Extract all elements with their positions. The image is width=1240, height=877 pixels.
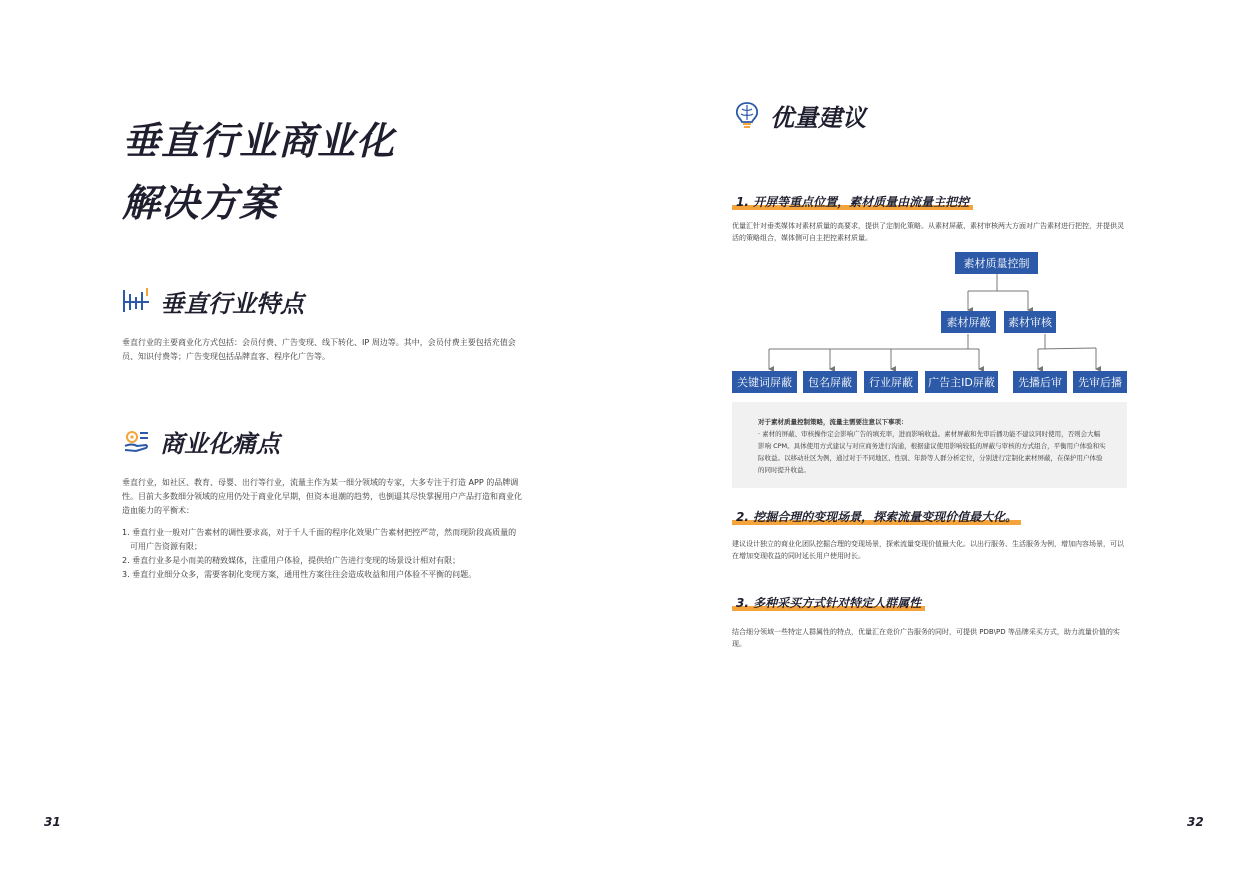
section-heading-suggestions xyxy=(732,100,866,130)
page-number-left: 31 xyxy=(44,815,61,829)
brain-bulb-icon xyxy=(732,100,762,130)
list-item: 3. 垂直行业细分众多，需要客制化变现方案，通用性方案往往会造成收益和用户体验不平衡的问题。 xyxy=(122,570,477,579)
strategy-note-box xyxy=(732,402,1127,488)
flow-node-keyword-block: 关键词屏蔽 xyxy=(732,371,797,393)
hand-coin-icon xyxy=(122,426,152,456)
flow-node-material-block: 素材屏蔽 xyxy=(941,311,996,333)
list-item: 2. 垂直行业多是小而美的精致媒体，注重用户体验，提供给广告进行变现的场景设计相对有限； xyxy=(122,556,461,565)
pain-points-list xyxy=(122,526,522,582)
note-text: · 素材的屏蔽、审核操作定会影响广告的填充率，进而影响收益。素材屏蔽和先审后播功能不建议同时使用，否则会大幅影响 CPM。具体使用方式建议与对应商务进行沟通，根据建议使用影响较低的屏蔽与审核的方式组合，平衡用户体验和实际收益。以移动社区为例，通过对于不同地区、性别、年龄等人群分析定位，分别进行定制化素材屏蔽，在保护用户体验的同时提升收益。 xyxy=(758,430,1106,474)
subheading-2: 2. 挖掘合理的变现场景，探索流量变现价值最大化。 xyxy=(732,509,1021,525)
flow-node-package-block: 包名屏蔽 xyxy=(803,371,857,393)
section2-paragraph: 垂直行业，如社区、教育、母婴、出行等行业，流量主作为某一细分领域的专家，大多专注于打造 APP 的品牌调性。目前大多数细分领域的应用仍处于商业化早期，但资本退潮的趋势，也倒逼其尽快掌握用户产品打造和商业化造血能力的平衡术： xyxy=(122,478,522,515)
flow-node-play-then-review: 先播后审 xyxy=(1013,371,1067,393)
note-title: 对于素材质量控制策略，流量主需要注意以下事项： xyxy=(758,418,908,426)
bar-chart-icon xyxy=(122,286,152,316)
section-heading-characteristics xyxy=(122,286,304,316)
section1-paragraph: 垂直行业的主要商业化方式包括：会员付费、广告变现、线下转化、IP 周边等。其中，会员付费主要包括充值会员、知识付费等；广告变现包括品牌直客、程序化广告等。 xyxy=(122,338,516,361)
subheading-2-paragraph: 建议设计独立的商业化团队挖掘合理的变现场景，探索流量变现价值最大化。以出行服务、生活服务为例，增加内容场景，可以在增加变现收益的同时延长用户使用时长。 xyxy=(732,540,1124,560)
subheading-1: 1. 开屏等重点位置，素材质量由流量主把控 xyxy=(732,194,973,210)
flow-node-advertiser-id-block: 广告主ID屏蔽 xyxy=(925,371,998,393)
flow-node-review-then-play: 先审后播 xyxy=(1073,371,1127,393)
main-title-line2: 解决方案 xyxy=(122,181,279,225)
main-title-line1: 垂直行业商业化 xyxy=(122,119,396,163)
flow-node-root: 素材质量控制 xyxy=(955,252,1038,274)
flow-node-material-review: 素材审核 xyxy=(1004,311,1056,333)
page-number-right: 32 xyxy=(1187,815,1204,829)
flow-node-industry-block: 行业屏蔽 xyxy=(864,371,918,393)
list-item: 1. 垂直行业一般对广告素材的调性要求高，对于千人千面的程序化效果广告素材把控严苛，然而现阶段高质量的可用广告资源有限； xyxy=(122,528,517,551)
section-heading-text: 优量建议 xyxy=(770,103,866,132)
subheading-1-paragraph: 优量汇针对垂类媒体对素材质量的高要求，提供了定制化策略。从素材屏蔽、素材审核两大方面对广告素材进行把控，并提供灵活的策略组合，媒体侧可自主把控素材质量。 xyxy=(732,222,1124,242)
section-heading-text: 垂直行业特点 xyxy=(160,289,304,318)
section-heading-text: 商业化痛点 xyxy=(160,429,280,458)
subheading-3: 3. 多种采买方式针对特定人群属性 xyxy=(732,595,925,611)
subheading-3-paragraph: 结合细分领域一些特定人群属性的特点，优量汇在竞价广告服务的同时，可提供 PDB\PD 等品牌采买方式，助力流量价值的实现。 xyxy=(732,628,1120,648)
section-heading-pain-points xyxy=(122,426,280,456)
